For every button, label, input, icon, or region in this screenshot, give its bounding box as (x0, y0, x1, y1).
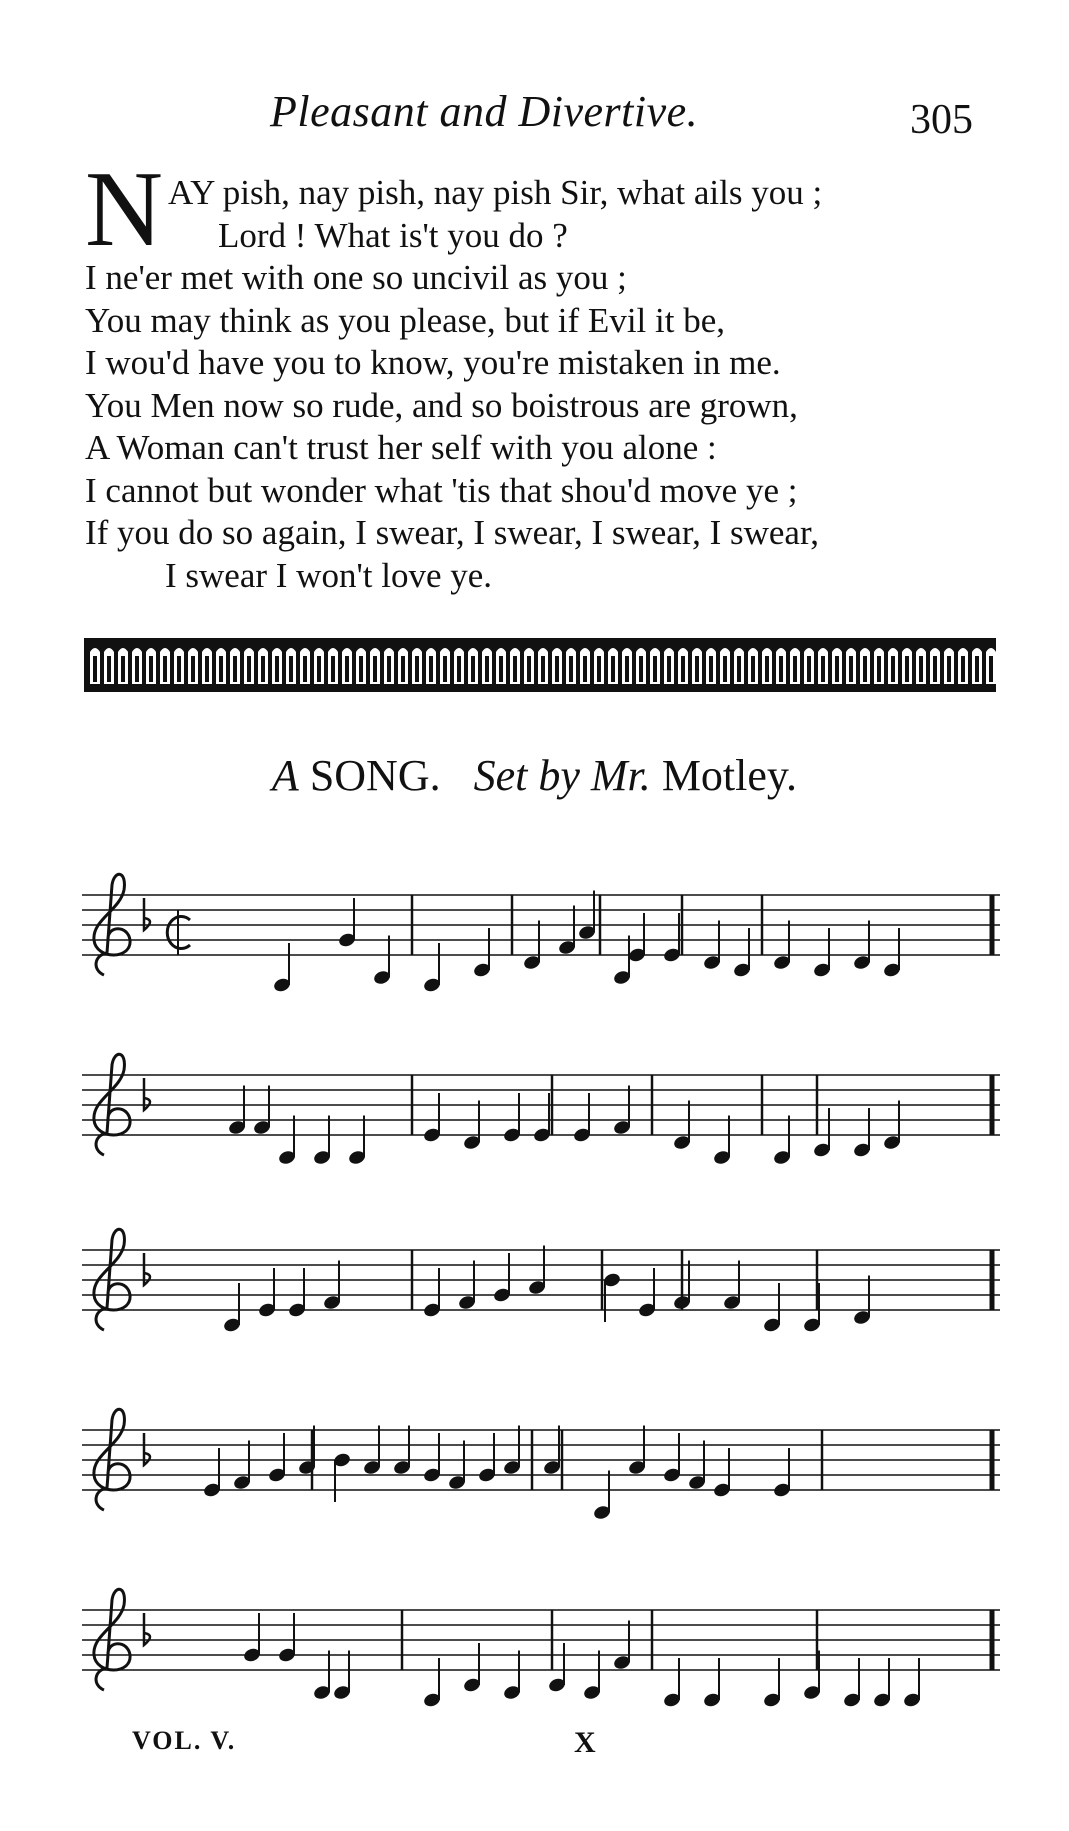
poem-line: I cannot but wonder what 'tis that shou'd move ye ; (85, 470, 798, 510)
poem-line: I swear I won't love ye. (165, 555, 493, 595)
poem-line: You Men now so rude, and so boistrous are grown, (85, 385, 798, 425)
music-staff-5 (82, 1565, 1000, 1715)
poem-line: A Woman can't trust her self with you alone : (85, 428, 717, 467)
poem-line: I wou'd have you to know, you're mistaken in me. (85, 343, 781, 382)
music-staff-4 (82, 1385, 1000, 1535)
song-composer: Motley. (661, 751, 798, 800)
poem-line: You may think as you please, but if Evil it be, (85, 300, 725, 340)
song-title (0, 750, 1069, 801)
poem-line: AY pish, nay pish, nay pish Sir, what ails you ; (168, 173, 823, 212)
volume-label: VOL. V. (132, 1726, 237, 1755)
ornamental-border (84, 638, 996, 692)
music-staff-1 (82, 850, 1000, 1000)
signature-mark: X (574, 1726, 596, 1759)
drop-cap: N (85, 150, 163, 269)
running-title: Pleasant and Divertive. (270, 87, 699, 136)
song-title-a: A (271, 751, 299, 800)
song-title-song: SONG. (309, 751, 441, 800)
music-staff-2 (82, 1030, 1000, 1180)
poem-line: Lord ! What is't you do ? (218, 215, 568, 255)
poem-line: I ne'er met with one so uncivil as you ; (85, 258, 627, 297)
poem-line: If you do so again, I swear, I swear, I swear, I swear, (85, 513, 819, 552)
song-title-set-by: Set by (473, 751, 580, 800)
song-title-mr: Mr. (590, 751, 651, 800)
poem (85, 172, 1005, 597)
page-number: 305 (910, 97, 973, 143)
music-staff-3 (82, 1205, 1000, 1355)
